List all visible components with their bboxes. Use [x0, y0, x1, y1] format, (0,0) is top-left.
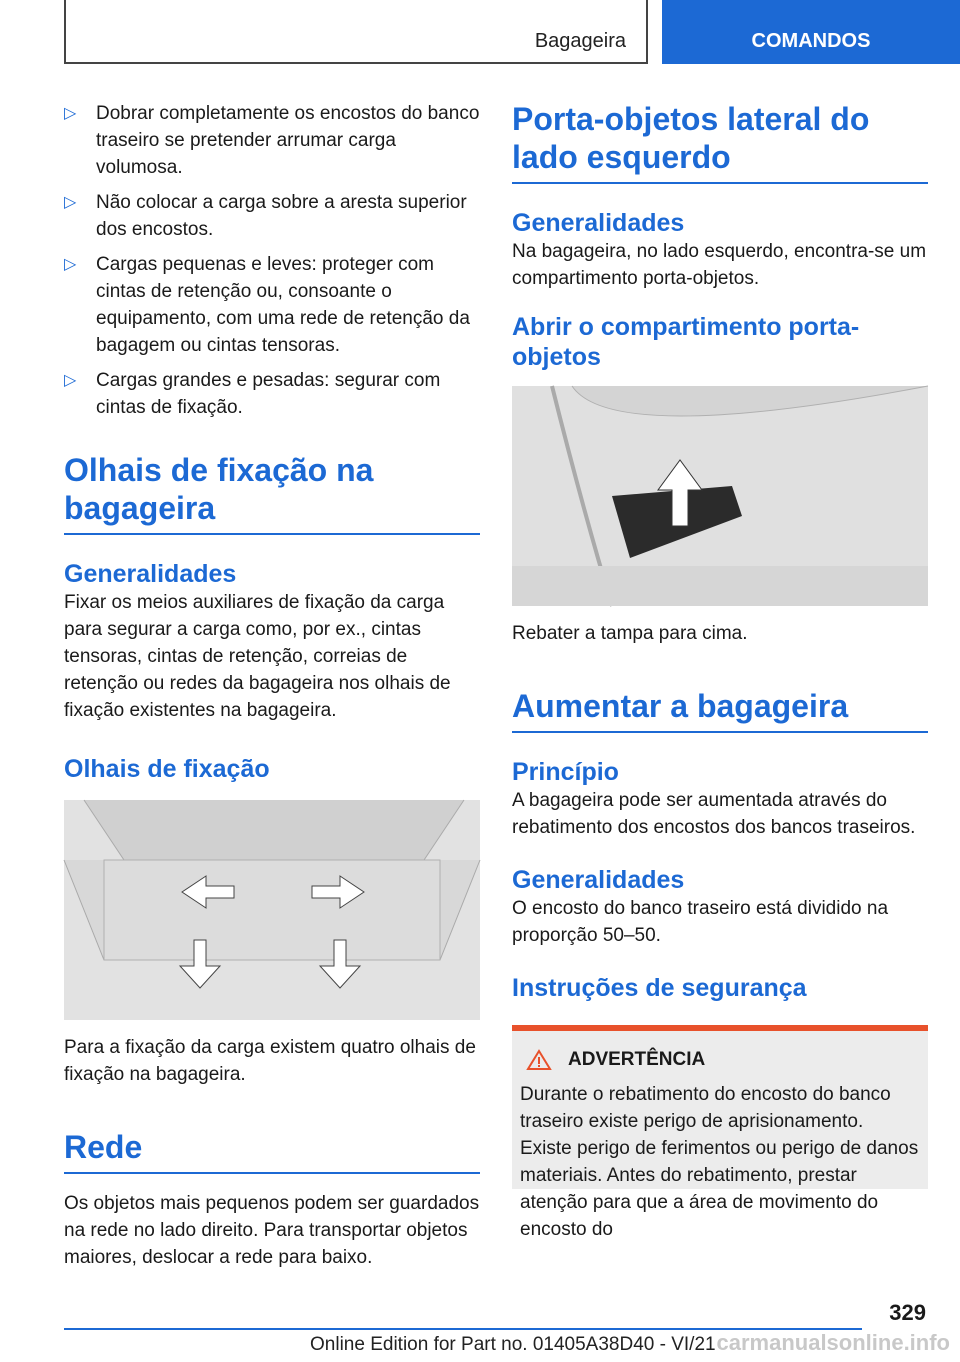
list-item: ▷ Não colocar a carga sobre a aresta superior dos encostos.: [64, 189, 480, 243]
heading-open: Abrir o compartimento porta-objetos: [512, 313, 860, 371]
warning-text: Durante o rebatimento do encosto do banco traseiro existe perigo de aprisionamento. Existe perigo de ferimentos ou perigo de danos materiais. Antes do rebatimento, prestar atenção para que a área de movimento do encosto do: [520, 1084, 919, 1240]
triangle-bullet-icon: ▷: [64, 372, 77, 389]
left-column: [64, 100, 480, 1271]
watermark: carmanualsonline.info: [716, 1330, 950, 1355]
list-item: ▷ Cargas grandes e pesadas: segurar com cintas de fixação.: [64, 367, 480, 421]
heading-net: Rede: [64, 1128, 480, 1174]
right-column: [512, 100, 928, 1240]
section-title: Bagageira: [534, 30, 626, 52]
heading-principle: Princípio: [512, 758, 619, 786]
caption-open: Rebater a tampa para cima.: [512, 623, 748, 644]
heading-enlarge: Aumentar a bagageira: [512, 687, 928, 733]
warning-box: [512, 1025, 928, 1240]
warning-title: ADVERTÊNCIA: [526, 1049, 920, 1071]
triangle-bullet-icon: ▷: [64, 194, 77, 211]
triangle-bullet-icon: ▷: [64, 256, 77, 273]
paragraph-net: Os objetos mais pequenos podem ser guardados na rede no lado direito. Para transportar objetos maiores, deslocar a rede para baixo.: [64, 1193, 480, 1268]
storage-compartment-image: [512, 386, 928, 606]
list-item: ▷ Cargas pequenas e leves: proteger com cintas de retenção ou, consoante o equipamento, com uma rede de retenção da bagagem ou cintas tensoras.: [64, 251, 480, 359]
header-box: [64, 0, 648, 64]
paragraph-general: Fixar os meios auxiliares de fixação da carga para segurar a carga como, por ex., cintas tensoras, cintas de retenção, correias de retenção ou redes da bagageira nos olhais de fixação existentes na bagageira.: [64, 592, 451, 721]
heading-general-right: Generalidades: [512, 209, 685, 237]
triangle-bullet-icon: ▷: [64, 105, 77, 122]
chapter-tab[interactable]: [662, 0, 960, 64]
chapter-tab-label: COMANDOS: [751, 29, 871, 52]
heading-safety: Instruções de segurança: [512, 974, 807, 1002]
trunk-eyes-image: [64, 800, 480, 1020]
caption-eyes: Para a fixação da carga existem quatro olhais de fixação na bagageira.: [64, 1037, 476, 1085]
page-number: 329: [889, 1300, 926, 1325]
heading-storage: Porta-objetos lateral do lado esquerdo: [512, 100, 928, 184]
paragraph-principle: A bagageira pode ser aumentada através do rebatimento dos encostos dos bancos traseiros.: [512, 790, 916, 838]
heading-general-2: Generalidades: [512, 866, 685, 894]
heading-tie-down-eyes: Olhais de fixação na bagageira: [64, 451, 480, 535]
heading-general: Generalidades: [64, 560, 237, 588]
list-item: ▷ Dobrar completamente os encostos do banco traseiro se pretender arrumar carga volumosa.: [64, 100, 480, 181]
heading-eyes: Olhais de fixação: [64, 755, 270, 783]
footer-edition: Online Edition for Part no. 01405A38D40 - VI/21: [310, 1334, 716, 1355]
paragraph-general-right: Na bagageira, no lado esquerdo, encontra-se um compartimento porta-objetos.: [512, 241, 927, 289]
warning-triangle-icon: [526, 1049, 552, 1071]
paragraph-general-2: O encosto do banco traseiro está dividido na proporção 50–50.: [512, 898, 889, 946]
